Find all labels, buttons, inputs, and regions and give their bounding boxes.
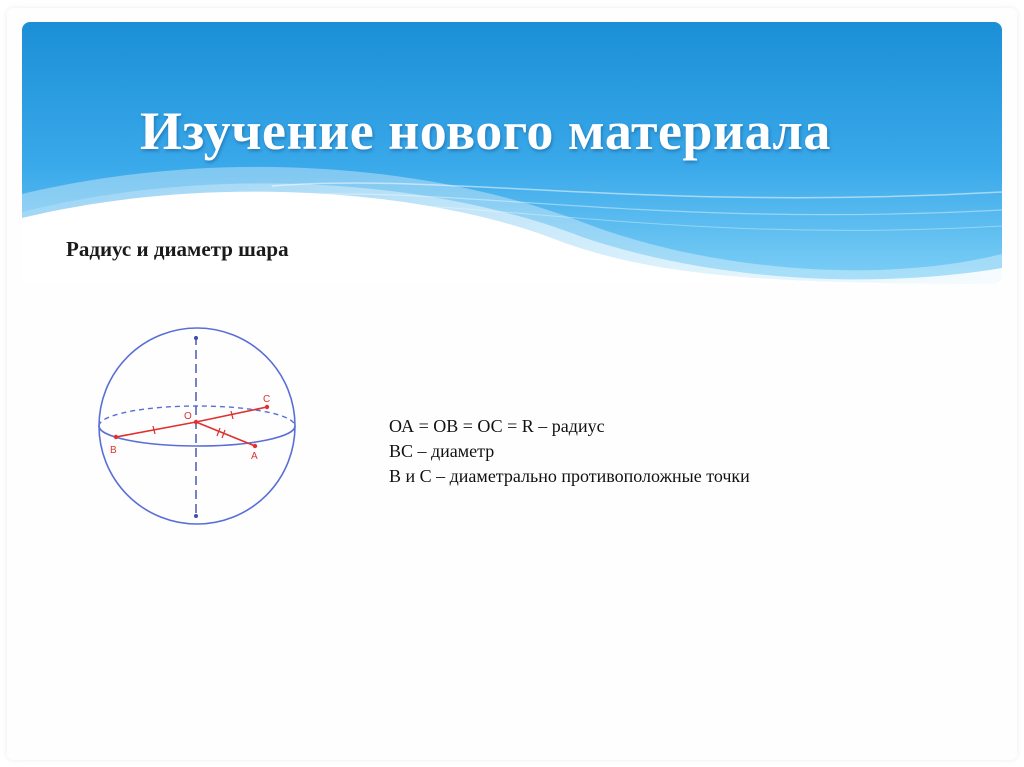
radius-ob: [116, 422, 196, 437]
point-c: [265, 405, 269, 409]
point-b: [114, 435, 118, 439]
label-o: O: [184, 411, 192, 422]
point-a: [253, 444, 257, 448]
point-o: [194, 420, 198, 424]
fact-diameter: ВС – диаметр: [389, 441, 495, 461]
section-subtitle: Радиус и диаметр шара: [66, 237, 289, 261]
equator-front: [99, 426, 295, 446]
label-a: A: [251, 451, 258, 462]
label-c: C: [263, 394, 271, 405]
sphere-diagram: [92, 322, 312, 532]
label-b: B: [110, 445, 117, 456]
slide-title: Изучение нового материала: [140, 101, 831, 161]
fact-radius: ОА = ОВ = ОС = R – радиус: [389, 416, 605, 436]
facts-list: [389, 414, 750, 489]
fact-opposite-points: В и С – диаметрально противоположные точки: [389, 466, 750, 486]
radius-oa: [196, 422, 255, 446]
sphere-outline: [99, 328, 295, 524]
